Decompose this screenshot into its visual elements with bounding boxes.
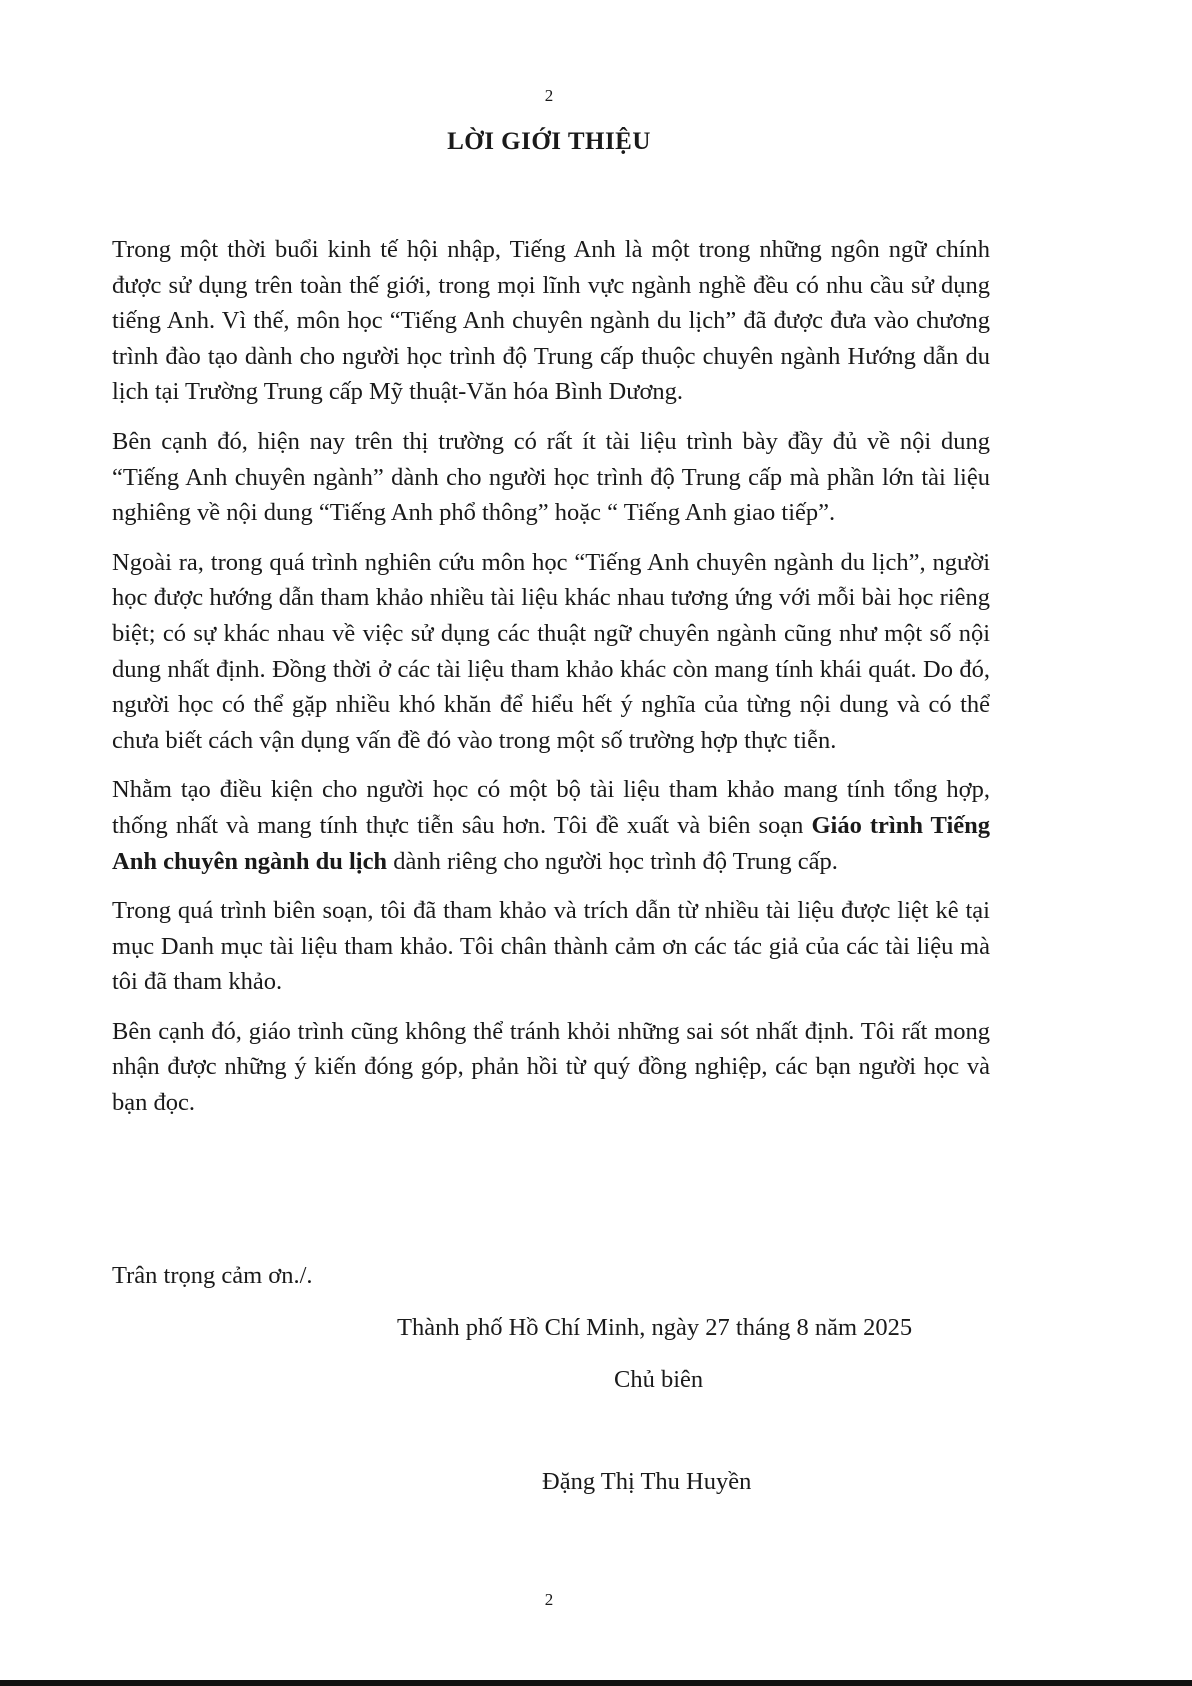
paragraph-4 (112, 772, 990, 879)
page-number-top: 2 (544, 86, 554, 105)
paragraph-4-text-after: dành riêng cho người học trình độ Trung cấp. (387, 847, 838, 875)
paragraph-4-text-before: Nhằm tạo điều kiện cho người học có một bộ tài liệu tham khảo mang tính tổng hợp, thống nhất và mang tính thực tiễn sâu hơn. Tôi đề xuất và biên soạn (112, 776, 990, 839)
paragraph-6: Bên cạnh đó, giáo trình cũng không thể tránh khỏi những sai sót nhất định. Tôi rất mong nhận được những ý kiến đóng góp, phản hồi từ quý đồng nghiệp, các bạn người học và bạn đọc. (112, 1017, 990, 1117)
author-name: Đặng Thị Thu Huyền (542, 1468, 752, 1495)
paragraph-1: Trong một thời buổi kinh tế hội nhập, Tiếng Anh là một trong những ngôn ngữ chính được sử dụng trên toàn thế giới, trong mọi lĩnh vực ngành nghề đều có nhu cầu sử dụng tiếng Anh. Vì thế, môn học “Tiếng Anh chuyên ngành du lịch” đã được đưa vào chương trình đào tạo dành cho người học trình độ Trung cấp thuộc chuyên ngành Hướng dẫn du lịch tại Trường Trung cấp Mỹ thuật-Văn hóa Bình Dương. (112, 236, 990, 406)
paragraph-3: Ngoài ra, trong quá trình nghiên cứu môn học “Tiếng Anh chuyên ngành du lịch”, người học được hướng dẫn tham khảo nhiều tài liệu khác nhau tương ứng với mỗi bài học riêng biệt; có sự khác nhau về việc sử dụng các thuật ngữ chuyên ngành cũng như một số nội dung nhất định. Đồng thời ở các tài liệu tham khảo khác còn mang tính khái quát. Do đó, người học có thể gặp nhiều khó khăn để hiểu hết ý nghĩa của từng nội dung và có thể chưa biết cách vận dụng vấn đề đó vào trong một số trường hợp thực tiễn. (112, 548, 990, 754)
document-body (112, 232, 990, 1135)
paragraph-5: Trong quá trình biên soạn, tôi đã tham khảo và trích dẫn từ nhiều tài liệu được liệt kê tại mục Danh mục tài liệu tham khảo. Tôi chân thành cảm ơn các tác giả của các tài liệu mà tôi đã tham khảo. (112, 897, 990, 996)
paragraph-2: Bên cạnh đó, hiện nay trên thị trường có rất ít tài liệu trình bày đầy đủ về nội dung “Tiếng Anh chuyên ngành” dành cho người học trình độ Trung cấp mà phần lớn tài liệu nghiêng về nội dung “Tiếng Anh phổ thông” hoặc “ Tiếng Anh giao tiếp”. (112, 427, 990, 527)
date-line: Thành phố Hồ Chí Minh, ngày 27 tháng 8 năm 2025 (397, 1314, 913, 1341)
author-role: Chủ biên (614, 1366, 704, 1393)
page-number-bottom: 2 (544, 1590, 554, 1609)
textbook-title-bold: Giáo trình Tiếng Anh chuyên ngành du lịch (112, 811, 991, 875)
scan-edge-bar (0, 1680, 1192, 1686)
closing-line: Trân trọng cảm ơn./. (112, 1262, 313, 1289)
page-title: LỜI GIỚI THIỆU (447, 128, 651, 155)
